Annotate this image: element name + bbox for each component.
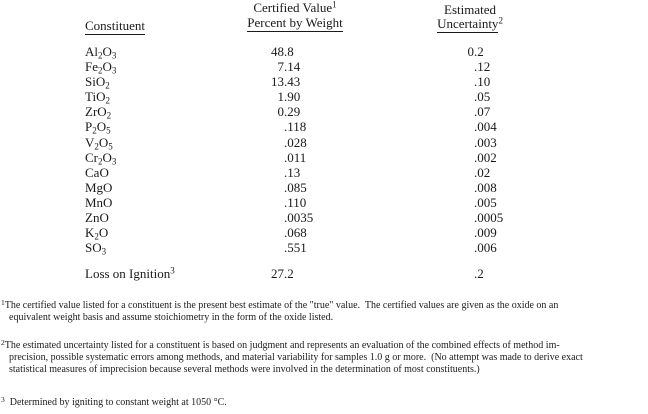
uncertainty-frac: .003 [474,134,497,150]
footnote-1-line-2: equivalent weight basis and assume stoichiometry in the form of the oxide listed. [9,312,334,324]
value-frac: .028 [284,134,307,150]
value-frac: .43 [284,74,301,90]
estimated-header-line1 [405,3,535,17]
footnote-3 [1,397,227,409]
table-row [0,44,648,59]
table-row [0,59,648,74]
value-frac: .068 [284,225,307,241]
uncertainty-frac: .07 [474,104,491,120]
table-row [0,119,648,134]
value-frac: .085 [284,179,307,195]
value-frac: .118 [284,119,307,135]
uncertainty-frac: .2 [474,44,484,59]
table-row [0,210,648,225]
uncertainty-frac: .0005 [474,210,504,226]
value-int: 0 [277,104,284,120]
constituent-cell: $K_2O$ [85,225,109,242]
value-int: 27 [271,266,284,281]
constituent-cell: SiO$_2$ [85,74,110,91]
footnote-1-marker: 1 [1,298,5,307]
footnote-3-line-1 [1,397,227,409]
uncertainty-frac: .10 [474,74,491,90]
value-frac: .90 [284,89,301,105]
value-frac: .0035 [284,210,314,226]
footnote-3-text-1: Determined by igniting to constant weight at 1050 °C. [9,397,227,408]
table-row [0,225,648,240]
value-frac: .011 [284,149,307,165]
constituent-cell: CaO [85,164,109,180]
uncertainty-frac: .006 [474,240,497,256]
constituent-cell: $P_2O_5$ [85,119,111,136]
footnote-ref-2: 2 [498,15,503,26]
uncertainty-label: Uncertainty [437,16,499,31]
constituent-cell: $Al_2O_3$ [85,44,117,61]
estimated-header-line2 [405,17,535,31]
constituent-cell: ZrO$_2$ [85,104,112,121]
uncertainty-frac: .002 [474,149,497,165]
value-frac: .110 [284,194,307,210]
certified-value-header-line1 [205,1,385,15]
constituent-cell: Loss on Ignition$^3$ [85,265,175,281]
constituent-cell: ZnO [85,210,109,226]
footnote-2-marker: 2 [1,338,5,347]
value-int: 7 [277,59,284,75]
uncertainty-frac: .05 [474,89,491,105]
value-frac: .13 [284,164,301,180]
uncertainty-frac: .12 [474,59,491,75]
constituent-header [85,19,145,33]
footnote-ref-3: 3 [170,265,175,276]
certified-value-header-text: Certified Value [253,0,333,15]
table-row [0,89,648,104]
table-row [0,180,648,195]
value-frac: .8 [284,44,294,59]
estimated-label: Estimated [444,2,496,17]
value-int: 1 [277,89,284,105]
constituent-cell: $V_2O_5$ [85,134,113,152]
constituent-cell: $Fe_2O_3$ [85,59,117,76]
value-frac: .14 [284,59,301,75]
table-row [0,266,648,281]
uncertainty-frac: .02 [474,164,491,180]
table-row [0,104,648,119]
footnote-1 [1,300,558,324]
table-row [0,135,648,150]
footnote-2-line-2: precision, possible systematic errors among methods, and material variability for samples 1.0 g or more. (No attempt was made to derive exact [9,352,583,364]
footnote-3-marker: 3 [1,395,5,404]
uncertainty-frac: .009 [474,225,497,241]
value-int: 13 [271,74,284,90]
table-row [0,150,648,165]
table-row [0,240,648,255]
uncertainty-int: 0 [467,44,474,59]
constituent-cell: TiO$_2$ [85,89,110,106]
footnote-1-line-1 [1,300,558,312]
value-frac: .551 [284,240,307,256]
uncertainty-frac: .008 [474,179,497,195]
value-frac: .29 [284,104,301,120]
percent-by-weight-label: Percent by Weight [247,15,343,30]
footnote-2 [1,340,583,377]
footnote-ref-1: 1 [332,0,337,10]
table-row [0,74,648,89]
footnote-2-text-1: The estimated uncertainty listed for a constituent is based on judgment and represents an evaluation of the combined effects of method im- [4,340,560,351]
uncertainty-frac: .004 [474,119,497,135]
constituent-rows [0,44,648,255]
value-frac: .2 [284,266,294,281]
table-row [0,195,648,210]
uncertainty-frac: .2 [474,266,484,281]
constituent-cell: $SO_3$ [85,240,107,257]
constituent-cell: MnO [85,194,113,210]
constituent-cell: MgO [85,179,113,195]
footnote-2-line-3: statistical measures of imprecision because several methods were involved in the determination of most constituents.) [9,364,480,376]
footnote-1-text-1: The certified value listed for a constituent is the present best estimate of the "true" value. The certified values are given as the oxide on an [4,300,559,311]
constituent-label: Constituent [85,18,145,33]
loss-on-ignition-row [0,266,648,281]
value-int: 48 [271,44,284,59]
uncertainty-frac: .005 [474,194,497,210]
footnote-2-line-1 [1,340,583,352]
certified-value-header-line2 [205,16,385,30]
table-row [0,165,648,180]
constituent-cell: $Cr_2O_3$ [85,149,117,167]
